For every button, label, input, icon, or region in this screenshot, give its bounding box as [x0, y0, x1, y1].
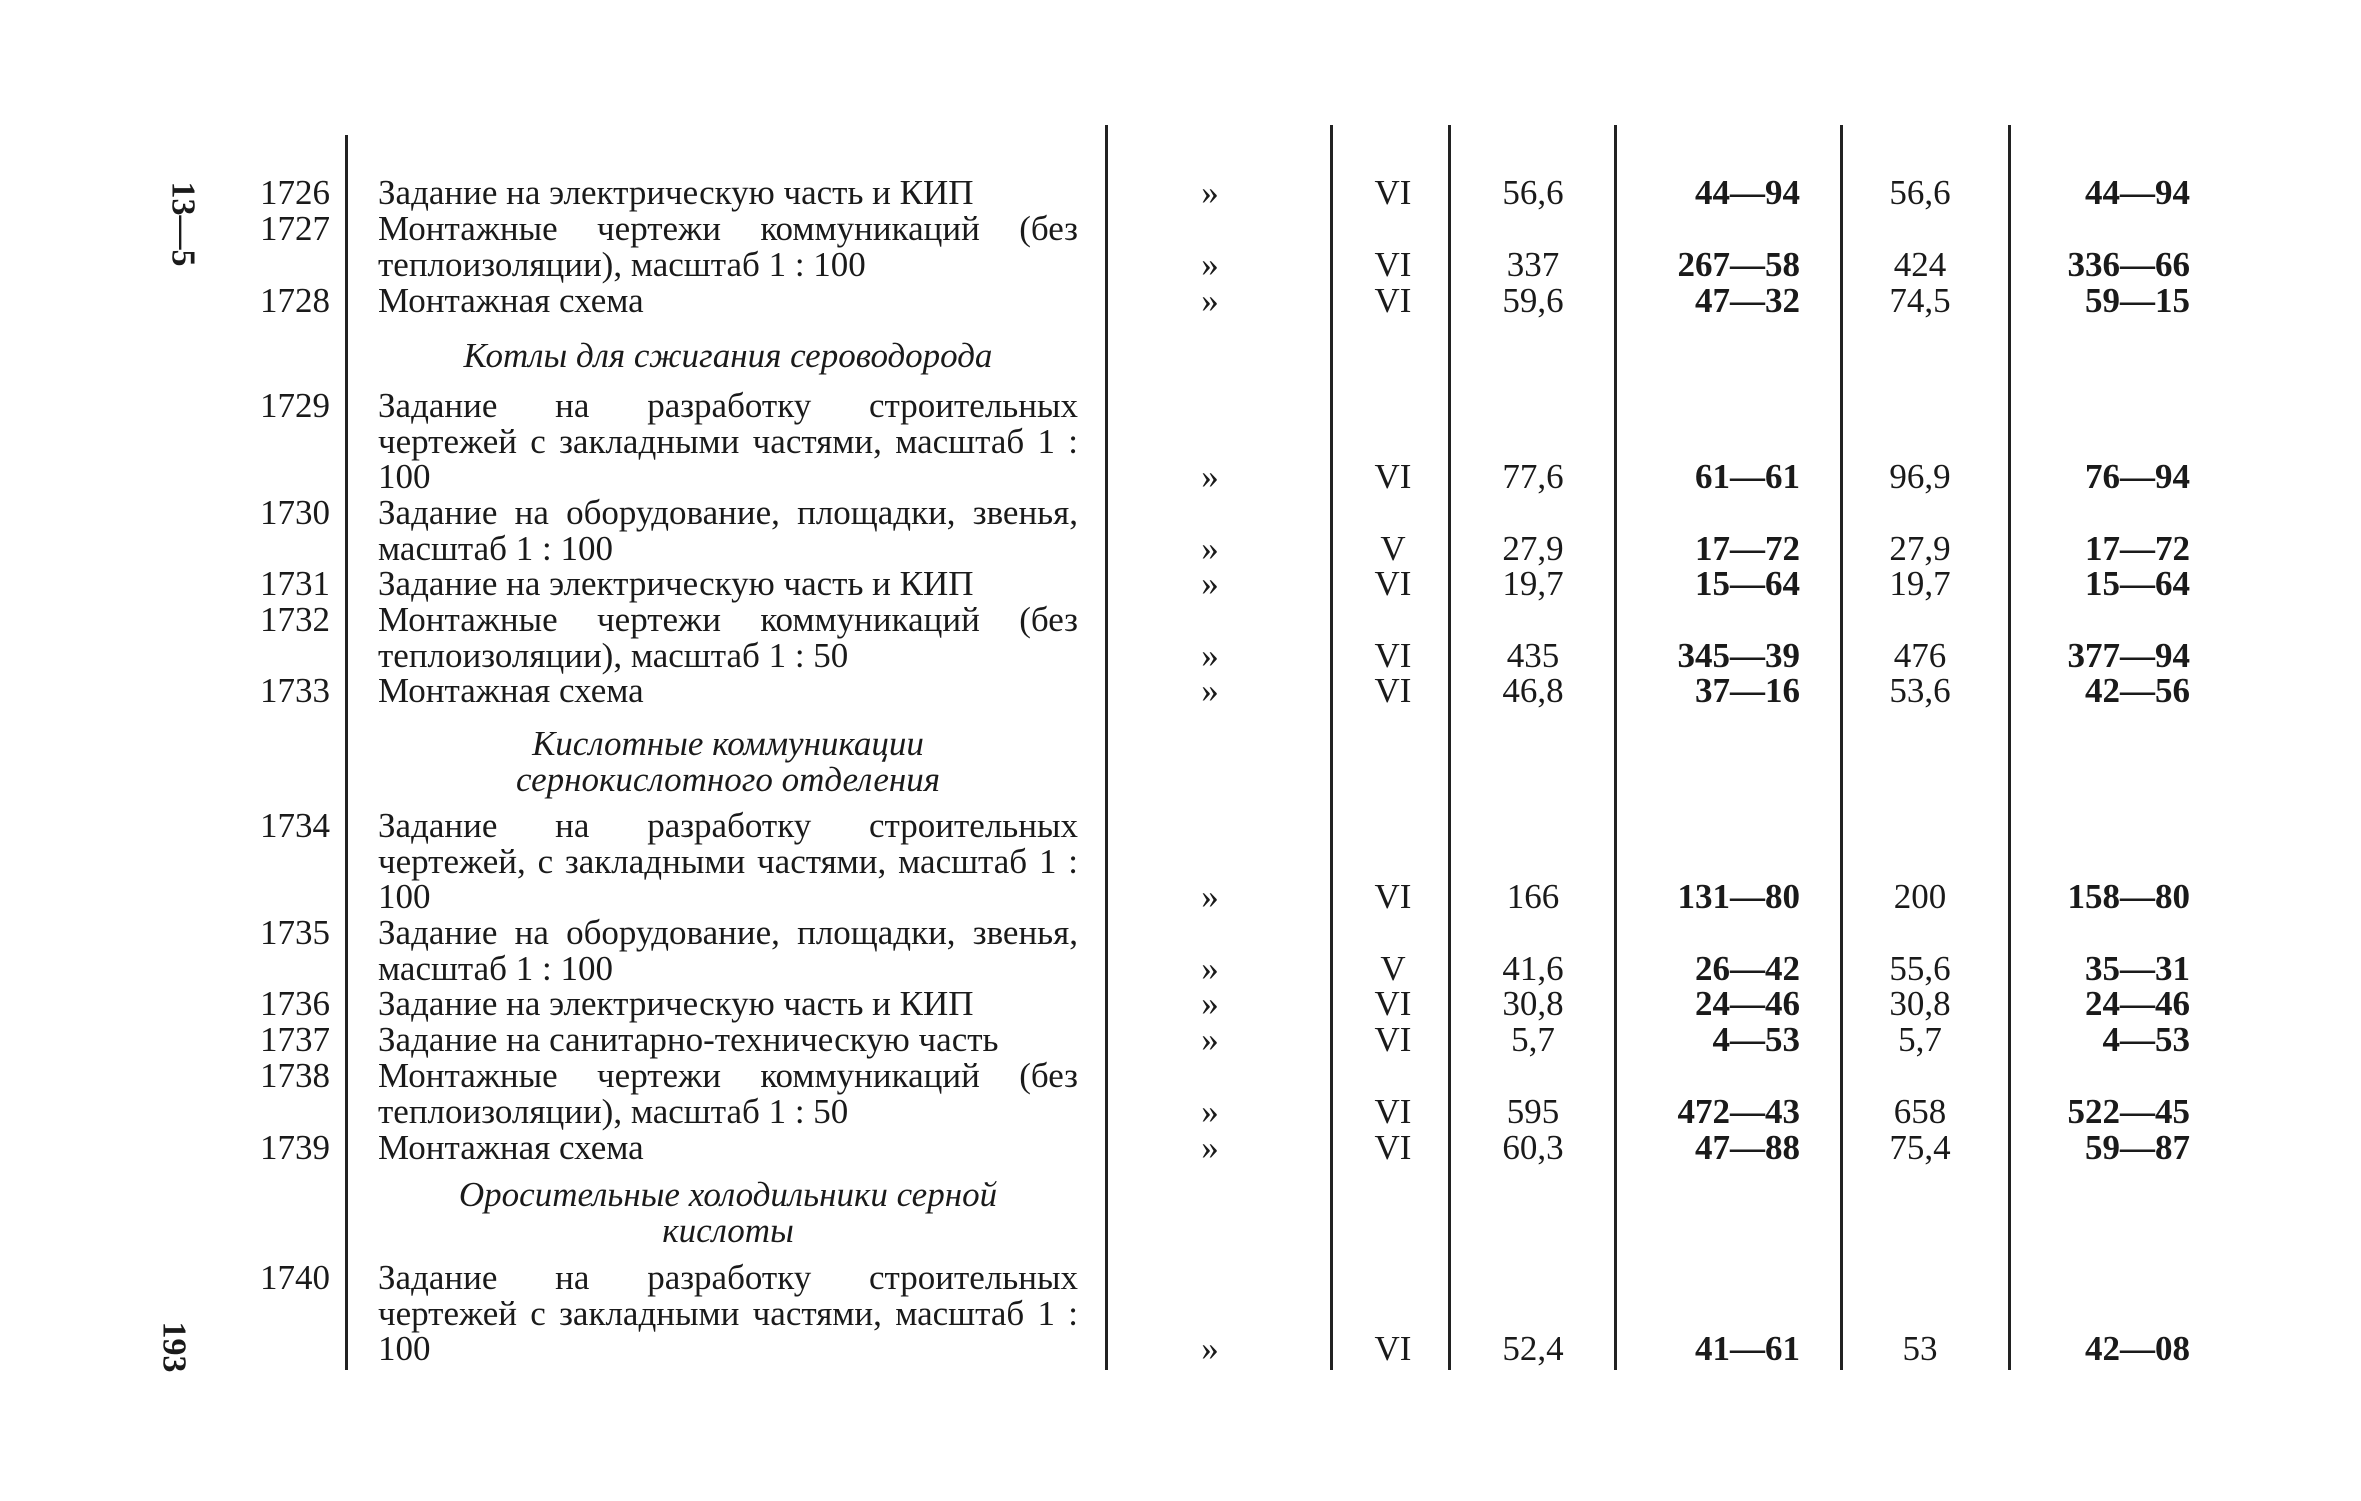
unit-mark: » — [1201, 1091, 1219, 1131]
category-cell: VI — [1374, 281, 1412, 320]
price-cell: 42—08 — [2085, 1329, 2190, 1368]
table-row — [0, 495, 2361, 567]
item-description: Задание на разработку строительных чертежей, с закладными частями, масштаб 1 : 100 — [378, 806, 1078, 916]
price-cell: 37—16 — [1695, 671, 1800, 710]
item-number: 1735 — [260, 913, 330, 952]
section-heading-row — [0, 1177, 2361, 1249]
table-row — [0, 602, 2361, 674]
price-cell: 41—61 — [1695, 1329, 1800, 1368]
value-cell: 30,8 — [1502, 984, 1564, 1023]
section-heading: Котлы для сжигания сероводорода — [463, 336, 993, 375]
price-cell: 4—53 — [1712, 1020, 1800, 1059]
item-description: Задание на электрическую часть и КИП — [378, 173, 974, 212]
item-number: 1739 — [260, 1128, 330, 1167]
category-cell: VI — [1374, 877, 1412, 916]
table-row — [0, 806, 2361, 916]
value-cell: 55,6 — [1889, 948, 1951, 988]
price-cell: 59—87 — [2085, 1128, 2190, 1167]
category-cell: VI — [1374, 671, 1412, 710]
price-cell: 17—72 — [2085, 528, 2190, 568]
value-cell: 337 — [1506, 244, 1560, 284]
price-cell: 35—31 — [2085, 948, 2190, 988]
item-number: 1729 — [260, 386, 330, 425]
value-cell: 19,7 — [1889, 564, 1951, 603]
page-number: 193 — [155, 1321, 193, 1373]
section-code: 13—5 — [164, 181, 202, 267]
table-row — [0, 1058, 2361, 1130]
item-number: 1734 — [260, 806, 330, 845]
price-cell: 377—94 — [2067, 635, 2190, 675]
price-cell: 59—15 — [2085, 281, 2190, 320]
value-cell: 77,6 — [1502, 457, 1564, 496]
item-description: Задание на оборудование, площадки, звенья, масштаб 1 : 100 — [378, 493, 1078, 568]
price-cell: 47—88 — [1695, 1128, 1800, 1167]
item-description: Монтажные чертежи коммуникаций (без теплоизоляции), масштаб 1 : 50 — [378, 1056, 1078, 1131]
unit-mark: » — [1201, 528, 1219, 568]
unit-mark: » — [1201, 244, 1219, 284]
category-cell: VI — [1374, 457, 1412, 496]
item-number: 1730 — [260, 493, 330, 532]
price-cell: 131—80 — [1677, 877, 1800, 916]
value-cell: 53,6 — [1889, 671, 1951, 710]
section-heading: Кислотные коммуникации сернокислотного отделения — [516, 724, 940, 799]
item-number: 1732 — [260, 600, 330, 639]
item-number: 1733 — [260, 671, 330, 710]
value-cell: 476 — [1893, 635, 1947, 675]
item-description: Задание на электрическую часть и КИП — [378, 564, 974, 603]
price-cell: 267—58 — [1677, 244, 1800, 284]
category-cell: VI — [1374, 564, 1412, 603]
section-heading-row — [0, 726, 2361, 798]
unit-mark: » — [1201, 457, 1219, 496]
price-cell: 472—43 — [1677, 1091, 1800, 1131]
item-number: 1726 — [260, 173, 330, 212]
unit-mark: » — [1201, 173, 1219, 212]
unit-mark: » — [1201, 877, 1219, 916]
price-cell: 522—45 — [2067, 1091, 2190, 1131]
category-cell: V — [1380, 948, 1406, 988]
item-description: Задание на санитарно-техническую часть — [378, 1020, 999, 1059]
value-cell: 30,8 — [1889, 984, 1951, 1023]
value-cell: 200 — [1893, 877, 1947, 916]
price-cell: 44—94 — [1695, 173, 1800, 212]
category-cell: VI — [1374, 1091, 1412, 1131]
value-cell: 5,7 — [1511, 1020, 1555, 1059]
category-cell: VI — [1374, 1020, 1412, 1059]
unit-mark: » — [1201, 984, 1219, 1023]
value-cell: 53 — [1902, 1329, 1938, 1368]
unit-mark: » — [1201, 671, 1219, 710]
value-cell: 74,5 — [1889, 281, 1951, 320]
price-cell: 47—32 — [1695, 281, 1800, 320]
table-row — [0, 386, 2361, 496]
price-cell: 15—64 — [1695, 564, 1800, 603]
category-cell: VI — [1374, 1128, 1412, 1167]
category-cell: VI — [1374, 244, 1412, 284]
value-cell: 56,6 — [1502, 173, 1564, 212]
value-cell: 27,9 — [1502, 528, 1564, 568]
item-description: Задание на оборудование, площадки, звенья, масштаб 1 : 100 — [378, 913, 1078, 988]
price-cell: 26—42 — [1695, 948, 1800, 988]
value-cell: 60,3 — [1502, 1128, 1564, 1167]
item-number: 1731 — [260, 564, 330, 603]
item-number: 1738 — [260, 1056, 330, 1095]
value-cell: 56,6 — [1889, 173, 1951, 212]
value-cell: 75,4 — [1889, 1128, 1951, 1167]
item-description: Монтажные чертежи коммуникаций (без теплоизоляции), масштаб 1 : 50 — [378, 600, 1078, 675]
price-cell: 4—53 — [2102, 1020, 2190, 1059]
item-number: 1740 — [260, 1258, 330, 1297]
table-row — [0, 915, 2361, 987]
item-description: Задание на разработку строительных чертежей с закладными частями, масштаб 1 : 100 — [378, 386, 1078, 496]
price-cell: 24—46 — [1695, 984, 1800, 1023]
price-cell: 61—61 — [1695, 457, 1800, 496]
value-cell: 435 — [1506, 635, 1560, 675]
value-cell: 658 — [1893, 1091, 1947, 1131]
value-cell: 595 — [1506, 1091, 1560, 1131]
value-cell: 59,6 — [1502, 281, 1564, 320]
unit-mark: » — [1201, 281, 1219, 320]
item-number: 1728 — [260, 281, 330, 320]
item-description: Монтажная схема — [378, 281, 644, 320]
item-description: Задание на электрическую часть и КИП — [378, 984, 974, 1023]
unit-mark: » — [1201, 1128, 1219, 1167]
value-cell: 166 — [1506, 877, 1560, 916]
category-cell: VI — [1374, 173, 1412, 212]
unit-mark: » — [1201, 948, 1219, 988]
price-cell: 44—94 — [2085, 173, 2190, 212]
value-cell: 41,6 — [1502, 948, 1564, 988]
item-number: 1737 — [260, 1020, 330, 1059]
item-description: Монтажная схема — [378, 1128, 644, 1167]
unit-mark: » — [1201, 564, 1219, 603]
price-cell: 158—80 — [2067, 877, 2190, 916]
item-number: 1727 — [260, 209, 330, 248]
category-cell: V — [1380, 528, 1406, 568]
item-description: Монтажные чертежи коммуникаций (без теплоизоляции), масштаб 1 : 100 — [378, 209, 1078, 284]
price-cell: 76—94 — [2085, 457, 2190, 496]
value-cell: 27,9 — [1889, 528, 1951, 568]
value-cell: 19,7 — [1502, 564, 1564, 603]
item-description: Задание на разработку строительных чертежей с закладными частями, масштаб 1 : 100 — [378, 1258, 1078, 1368]
price-cell: 17—72 — [1695, 528, 1800, 568]
category-cell: VI — [1374, 984, 1412, 1023]
price-cell: 42—56 — [2085, 671, 2190, 710]
value-cell: 5,7 — [1898, 1020, 1942, 1059]
value-cell: 96,9 — [1889, 457, 1951, 496]
item-number: 1736 — [260, 984, 330, 1023]
category-cell: VI — [1374, 1329, 1412, 1368]
price-cell: 15—64 — [2085, 564, 2190, 603]
section-heading: Оросительные холодильники серной кислоты — [458, 1175, 998, 1250]
unit-mark: » — [1201, 1329, 1219, 1368]
category-cell: VI — [1374, 635, 1412, 675]
value-cell: 424 — [1893, 244, 1947, 284]
unit-mark: » — [1201, 635, 1219, 675]
unit-mark: » — [1201, 1020, 1219, 1059]
value-cell: 46,8 — [1502, 671, 1564, 710]
price-cell: 336—66 — [2067, 244, 2190, 284]
item-description: Монтажная схема — [378, 671, 644, 710]
value-cell: 52,4 — [1502, 1329, 1564, 1368]
price-cell: 345—39 — [1677, 635, 1800, 675]
table-row — [0, 211, 2361, 283]
price-cell: 24—46 — [2085, 984, 2190, 1023]
